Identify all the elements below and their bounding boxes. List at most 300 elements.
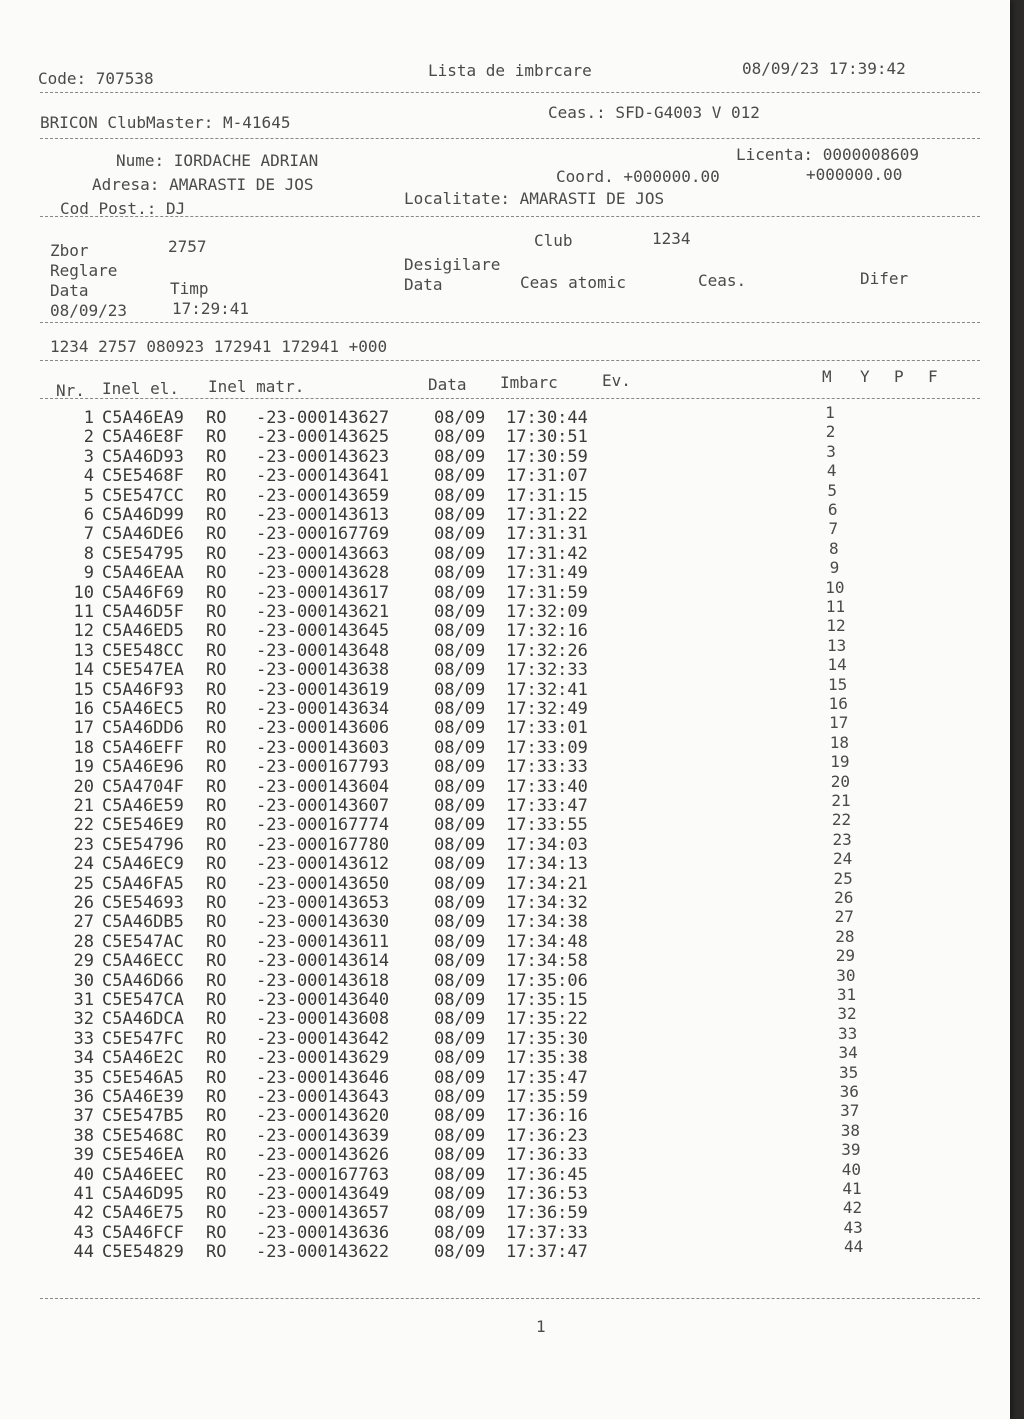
row-country: RO <box>206 1145 227 1166</box>
row-date: 08/09 <box>434 990 486 1010</box>
row-inel-matr: -23-000143628 <box>256 563 390 584</box>
row-country: RO <box>206 1106 227 1127</box>
row-country: RO <box>206 446 227 467</box>
divider <box>40 138 980 139</box>
row-inel-el: C5E547AC <box>102 931 184 952</box>
divider <box>40 360 980 361</box>
row-inel-el: C5E546EA <box>102 1145 184 1166</box>
row-time: 17:31:49 <box>506 563 588 584</box>
row-position: 5 <box>827 480 837 500</box>
row-number: 23 <box>73 834 94 855</box>
row-position: 38 <box>840 1120 860 1140</box>
row-date: 08/09 <box>434 660 486 681</box>
reglare-time: 17:29:41 <box>172 299 250 318</box>
row-inel-matr: -23-000143618 <box>256 970 390 991</box>
row-position: 17 <box>829 713 849 733</box>
zbor-label: Zbor <box>50 241 89 260</box>
table-row <box>0 1126 800 1146</box>
row-position: 31 <box>836 985 857 1004</box>
row-country: RO <box>206 660 227 681</box>
col-header-data: Data <box>428 375 467 394</box>
row-inel-matr: -23-000143650 <box>256 873 390 894</box>
row-number: 44 <box>73 1242 94 1263</box>
row-inel-el: C5E546E9 <box>102 815 184 836</box>
row-country: RO <box>206 757 227 778</box>
row-inel-matr: -23-000143619 <box>256 679 390 700</box>
row-number: 19 <box>73 757 94 778</box>
row-date: 08/09 <box>434 602 486 622</box>
row-time: 17:37:33 <box>506 1222 588 1243</box>
row-number: 8 <box>83 543 94 564</box>
row-time: 17:32:33 <box>506 660 588 681</box>
row-date: 08/09 <box>434 543 486 564</box>
row-number: 32 <box>73 1009 94 1030</box>
row-number: 30 <box>73 970 94 991</box>
table-row <box>0 1184 800 1204</box>
row-inel-matr: -23-000143614 <box>256 951 390 972</box>
row-date: 08/09 <box>434 1125 486 1146</box>
row-inel-el: C5A46EAA <box>102 563 184 584</box>
row-number: 1 <box>83 408 94 428</box>
row-time: 17:31:22 <box>506 505 588 525</box>
row-position: 2 <box>825 422 836 442</box>
row-inel-el: C5E546A5 <box>102 1067 184 1088</box>
table-row <box>0 932 800 952</box>
row-country: RO <box>206 408 227 428</box>
divider <box>40 398 980 399</box>
table-row <box>0 1242 800 1262</box>
row-inel-matr: -23-000143663 <box>256 543 390 564</box>
row-number: 10 <box>73 582 94 603</box>
row-inel-el: C5A46FCF <box>102 1222 184 1243</box>
row-inel-matr: -23-000143640 <box>256 990 390 1010</box>
row-date: 08/09 <box>434 640 486 661</box>
row-number: 41 <box>73 1184 94 1204</box>
row-time: 17:32:09 <box>506 602 588 622</box>
row-inel-matr: -23-000143642 <box>256 1028 390 1049</box>
summary-line: 1234 2757 080923 172941 172941 +000 <box>50 337 388 356</box>
row-country: RO <box>206 427 227 448</box>
row-time: 17:35:38 <box>506 1048 588 1069</box>
row-country: RO <box>206 1048 227 1069</box>
row-time: 17:33:55 <box>506 815 588 836</box>
row-inel-el: C5A46E96 <box>102 757 184 778</box>
row-position: 33 <box>837 1023 858 1043</box>
row-inel-matr: -23-000143627 <box>256 408 390 428</box>
table-row <box>0 486 800 506</box>
col-header-f: F <box>928 367 938 386</box>
row-time: 17:35:15 <box>506 990 588 1010</box>
row-inel-el: C5A46D5F <box>102 602 184 622</box>
table-row <box>0 1145 800 1165</box>
row-inel-el: C5A46E39 <box>102 1087 184 1107</box>
row-time: 17:31:07 <box>506 466 588 487</box>
clock-label: Ceas.: SFD-G4003 V 012 <box>548 103 760 122</box>
row-inel-el: C5A46E2C <box>102 1048 184 1069</box>
row-position: 1 <box>825 403 835 422</box>
row-country: RO <box>206 1184 227 1204</box>
row-position: 8 <box>829 538 839 558</box>
row-country: RO <box>206 582 227 603</box>
row-inel-el: C5A46EC9 <box>102 854 184 875</box>
row-date: 08/09 <box>434 737 486 758</box>
row-inel-matr: -23-000143641 <box>256 466 390 487</box>
row-time: 17:36:53 <box>506 1184 588 1204</box>
row-position: 14 <box>827 655 847 675</box>
row-country: RO <box>206 912 227 933</box>
row-date: 08/09 <box>434 873 486 894</box>
row-inel-el: C5A46ED5 <box>102 621 184 642</box>
row-country: RO <box>206 931 227 952</box>
row-date: 08/09 <box>434 1145 486 1166</box>
row-inel-el: C5A46DE6 <box>102 524 184 545</box>
col-header-p: P <box>894 367 904 386</box>
row-inel-el: C5E5468C <box>102 1125 184 1146</box>
row-inel-matr: -23-000143643 <box>256 1087 390 1107</box>
desigilare-data-label: Data <box>404 275 443 294</box>
owner-coord-2: +000000.00 <box>806 165 903 184</box>
row-inel-matr: -23-000143657 <box>256 1203 390 1224</box>
print-datetime: 08/09/23 17:39:42 <box>742 59 906 78</box>
row-time: 17:34:38 <box>506 912 588 933</box>
row-number: 3 <box>83 446 94 467</box>
row-inel-matr: -23-000143653 <box>256 893 390 913</box>
row-date: 08/09 <box>434 815 486 836</box>
row-inel-el: C5A46ECC <box>102 951 184 972</box>
table-row <box>0 680 800 700</box>
row-inel-el: C5E547EA <box>102 660 184 681</box>
row-inel-el: C5A46DD6 <box>102 718 184 739</box>
row-inel-el: C5E54795 <box>102 543 184 564</box>
row-inel-el: C5E547CC <box>102 485 184 506</box>
row-country: RO <box>206 815 227 836</box>
row-time: 17:36:59 <box>506 1203 588 1224</box>
divider <box>40 216 980 217</box>
device-label: BRICON ClubMaster: M-41645 <box>40 113 291 132</box>
row-position: 19 <box>830 752 850 772</box>
difer-label: Difer <box>860 269 909 288</box>
row-number: 14 <box>73 660 94 681</box>
row-time: 17:36:33 <box>506 1145 588 1166</box>
row-country: RO <box>206 679 227 700</box>
row-time: 17:35:06 <box>506 970 588 991</box>
row-number: 36 <box>73 1087 94 1107</box>
row-inel-el: C5A46EC5 <box>102 699 184 719</box>
row-date: 08/09 <box>434 718 486 739</box>
row-number: 39 <box>73 1145 94 1166</box>
row-position: 44 <box>844 1237 864 1257</box>
row-inel-matr: -23-000143608 <box>256 1009 390 1030</box>
row-country: RO <box>206 873 227 894</box>
owner-address: Adresa: AMARASTI DE JOS <box>92 175 314 194</box>
row-inel-matr: -23-000143613 <box>256 505 390 525</box>
row-inel-matr: -23-000143617 <box>256 582 390 603</box>
row-inel-matr: -23-000143612 <box>256 854 390 875</box>
row-inel-el: C5E548CC <box>102 640 184 661</box>
row-number: 31 <box>73 990 94 1010</box>
row-number: 24 <box>73 854 94 875</box>
row-inel-el: C5A46E75 <box>102 1203 184 1224</box>
table-row <box>0 1165 800 1185</box>
reglare-timp-label: Timp <box>170 279 209 298</box>
row-number: 38 <box>73 1125 94 1146</box>
row-inel-matr: -23-000143625 <box>256 427 390 448</box>
divider <box>40 92 980 93</box>
row-date: 08/09 <box>434 1242 486 1263</box>
row-date: 08/09 <box>434 893 486 913</box>
row-inel-el: C5A46F93 <box>102 679 184 700</box>
row-date: 08/09 <box>434 1067 486 1088</box>
row-number: 26 <box>73 893 94 913</box>
table-row <box>0 874 800 894</box>
row-date: 08/09 <box>434 1048 486 1069</box>
row-country: RO <box>206 466 227 487</box>
row-number: 13 <box>73 640 94 661</box>
row-inel-matr: -23-000143630 <box>256 912 390 933</box>
row-inel-el: C5E547FC <box>102 1028 184 1049</box>
row-country: RO <box>206 718 227 739</box>
row-time: 17:32:26 <box>506 640 588 661</box>
row-date: 08/09 <box>434 912 486 933</box>
col-header-ev: Ev. <box>602 371 631 390</box>
table-row <box>0 738 800 758</box>
row-position: 39 <box>841 1140 861 1160</box>
divider <box>40 322 980 323</box>
row-time: 17:30:59 <box>506 446 588 467</box>
table-row <box>0 544 800 564</box>
row-inel-el: C5E54693 <box>102 893 184 913</box>
row-date: 08/09 <box>434 699 486 719</box>
row-inel-matr: -23-000143636 <box>256 1222 390 1243</box>
row-country: RO <box>206 951 227 972</box>
row-number: 33 <box>73 1028 94 1049</box>
row-time: 17:36:45 <box>506 1164 588 1185</box>
row-inel-matr: -23-000143648 <box>256 640 390 661</box>
table-row <box>0 1223 800 1243</box>
club-label: Club <box>534 231 573 250</box>
reglare-date: 08/09/23 <box>50 301 128 320</box>
row-time: 17:31:15 <box>506 485 588 506</box>
row-time: 17:34:03 <box>506 834 588 855</box>
row-time: 17:32:49 <box>506 699 588 719</box>
table-row <box>0 1048 800 1068</box>
row-date: 08/09 <box>434 485 486 506</box>
row-date: 08/09 <box>434 427 486 448</box>
row-position: 32 <box>837 1004 857 1024</box>
row-number: 2 <box>83 427 94 448</box>
row-inel-matr: -23-000167769 <box>256 524 390 545</box>
zbor-value: 2757 <box>168 237 207 256</box>
row-inel-matr: -23-000167774 <box>256 815 390 836</box>
row-time: 17:30:44 <box>506 408 588 428</box>
row-inel-matr: -23-000167793 <box>256 757 390 778</box>
row-time: 17:35:47 <box>506 1067 588 1088</box>
col-header-imbarc: Imbarc <box>500 373 558 392</box>
row-time: 17:34:21 <box>506 873 588 894</box>
row-position: 22 <box>831 810 852 830</box>
row-date: 08/09 <box>434 563 486 584</box>
row-time: 17:33:47 <box>506 796 588 816</box>
row-position: 29 <box>835 946 856 966</box>
row-inel-matr: -23-000143622 <box>256 1242 390 1263</box>
row-date: 08/09 <box>434 1009 486 1030</box>
row-number: 25 <box>73 873 94 894</box>
table-row <box>0 602 800 622</box>
ceas-atomic-label: Ceas atomic <box>520 273 626 292</box>
row-position: 15 <box>828 674 848 694</box>
row-number: 15 <box>73 679 94 700</box>
row-date: 08/09 <box>434 1087 486 1107</box>
row-country: RO <box>206 524 227 545</box>
row-position: 36 <box>839 1082 859 1101</box>
row-position: 10 <box>825 577 845 597</box>
row-date: 08/09 <box>434 466 486 487</box>
row-time: 17:33:09 <box>506 737 588 758</box>
row-inel-el: C5A46D93 <box>102 446 184 467</box>
row-inel-matr: -23-000143626 <box>256 1145 390 1166</box>
row-country: RO <box>206 776 227 797</box>
table-row <box>0 893 800 913</box>
row-number: 6 <box>83 505 94 525</box>
row-time: 17:31:59 <box>506 582 588 603</box>
row-number: 11 <box>73 602 94 622</box>
table-row <box>0 835 800 855</box>
row-inel-el: C5E547B5 <box>102 1106 184 1127</box>
table-row <box>0 583 800 603</box>
row-country: RO <box>206 543 227 564</box>
row-inel-matr: -23-000143639 <box>256 1125 390 1146</box>
row-country: RO <box>206 1203 227 1224</box>
reglare-data-label: Data <box>50 281 89 300</box>
table-row <box>0 912 800 932</box>
row-position: 26 <box>834 888 854 907</box>
row-position: 43 <box>843 1217 863 1237</box>
row-position: 18 <box>829 732 849 752</box>
row-position: 40 <box>841 1159 862 1179</box>
row-number: 29 <box>73 951 94 972</box>
row-position: 42 <box>842 1198 863 1218</box>
table-row <box>0 854 800 874</box>
row-number: 17 <box>73 718 94 739</box>
row-time: 17:32:41 <box>506 679 588 700</box>
row-time: 17:30:51 <box>506 427 588 448</box>
row-inel-el: C5E54829 <box>102 1242 184 1263</box>
row-time: 17:35:22 <box>506 1009 588 1030</box>
row-inel-el: C5E54796 <box>102 834 184 855</box>
row-position: 4 <box>826 461 837 481</box>
row-number: 35 <box>73 1067 94 1088</box>
row-time: 17:33:01 <box>506 718 588 739</box>
row-position: 9 <box>829 558 840 578</box>
divider <box>40 1298 980 1299</box>
row-inel-matr: -23-000143604 <box>256 776 390 797</box>
row-date: 08/09 <box>434 834 486 855</box>
table-row <box>0 505 800 525</box>
row-country: RO <box>206 640 227 661</box>
table-row <box>0 757 800 777</box>
row-country: RO <box>206 990 227 1010</box>
row-date: 08/09 <box>434 796 486 816</box>
row-inel-el: C5A46D99 <box>102 505 184 525</box>
row-inel-el: C5A46FA5 <box>102 873 184 894</box>
row-inel-matr: -23-000143649 <box>256 1184 390 1204</box>
row-time: 17:35:30 <box>506 1028 588 1049</box>
row-country: RO <box>206 1009 227 1030</box>
row-inel-el: C5A46DB5 <box>102 912 184 933</box>
row-inel-matr: -23-000143646 <box>256 1067 390 1088</box>
row-date: 08/09 <box>434 854 486 875</box>
row-inel-matr: -23-000143645 <box>256 621 390 642</box>
row-position: 21 <box>831 791 851 810</box>
row-number: 12 <box>73 621 94 642</box>
row-time: 17:34:13 <box>506 854 588 875</box>
row-country: RO <box>206 854 227 875</box>
owner-postcode: Cod Post.: DJ <box>60 199 186 218</box>
row-inel-matr: -23-000143611 <box>256 931 390 952</box>
row-inel-el: C5A46E59 <box>102 796 184 816</box>
row-date: 08/09 <box>434 931 486 952</box>
row-position: 27 <box>834 907 854 927</box>
row-time: 17:31:31 <box>506 524 588 545</box>
row-position: 30 <box>836 965 856 985</box>
row-date: 08/09 <box>434 524 486 545</box>
col-header-m: M <box>822 367 832 386</box>
owner-locality: Localitate: AMARASTI DE JOS <box>404 189 665 208</box>
row-time: 17:34:58 <box>506 951 588 972</box>
row-country: RO <box>206 1222 227 1243</box>
table-row <box>0 466 800 486</box>
row-country: RO <box>206 1125 227 1146</box>
table-row <box>0 796 800 816</box>
row-position: 11 <box>825 597 846 616</box>
row-date: 08/09 <box>434 505 486 525</box>
row-position: 16 <box>828 694 848 713</box>
row-position: 41 <box>842 1179 862 1198</box>
table-row <box>0 563 800 583</box>
row-number: 27 <box>73 912 94 933</box>
row-country: RO <box>206 796 227 816</box>
owner-name: Nume: IORDACHE ADRIAN <box>116 151 319 170</box>
row-date: 08/09 <box>434 408 486 428</box>
table-row <box>0 777 800 797</box>
owner-coord: Coord. +000000.00 <box>556 167 720 186</box>
table-row <box>0 699 800 719</box>
row-number: 16 <box>73 699 94 719</box>
row-inel-el: C5A46EFF <box>102 737 184 758</box>
row-position: 13 <box>826 635 847 655</box>
code-label: Code: 707538 <box>38 69 154 88</box>
table-row <box>0 447 800 467</box>
row-position: 34 <box>838 1043 858 1063</box>
row-country: RO <box>206 1164 227 1185</box>
row-number: 7 <box>83 524 94 545</box>
row-time: 17:33:33 <box>506 757 588 778</box>
row-inel-matr: -23-000143607 <box>256 796 390 816</box>
row-position: 24 <box>833 849 853 869</box>
row-position: 3 <box>826 441 836 461</box>
row-inel-matr: -23-000143603 <box>256 737 390 758</box>
row-number: 5 <box>83 485 94 506</box>
row-country: RO <box>206 1067 227 1088</box>
page-title: Lista de imbrcare <box>428 61 592 80</box>
row-date: 08/09 <box>434 621 486 642</box>
row-country: RO <box>206 699 227 719</box>
row-country: RO <box>206 1087 227 1107</box>
row-inel-matr: -23-000143620 <box>256 1106 390 1127</box>
row-inel-matr: -23-000143621 <box>256 602 390 622</box>
row-inel-el: C5A46EEC <box>102 1164 184 1185</box>
desigilare-label: Desigilare <box>404 255 501 274</box>
